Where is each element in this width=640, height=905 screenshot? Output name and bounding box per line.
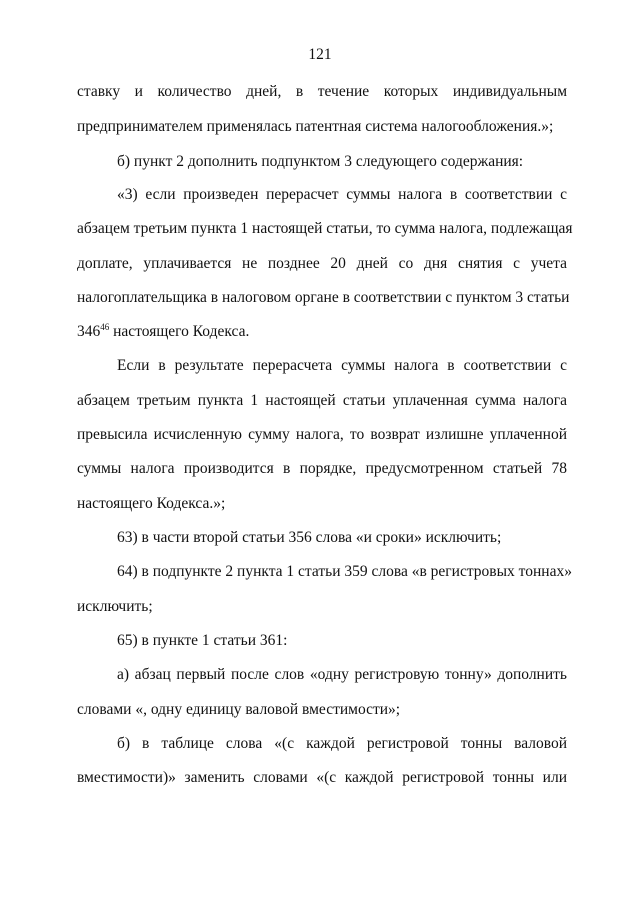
article-number: 346 (77, 323, 101, 340)
text-line: б) пункт 2 дополнить подпунктом 3 следующего содержания: (117, 153, 524, 170)
text-line: настоящего Кодекса.»; (77, 495, 226, 512)
text-line: а) абзац первый после слов «одну регистровую тонну» дополнить (117, 666, 567, 683)
text-line: 64) в подпункте 2 пункта 1 статьи 359 слова «в регистровых тоннах» (117, 563, 572, 580)
article-superscript: 46 (100, 322, 110, 332)
text-line: абзацем третьим пункта 1 настоящей статьи уплаченная сумма налога (77, 392, 567, 409)
text-line: налогоплательщика в налоговом органе в соответствии с пунктом 3 статьи (77, 289, 570, 306)
text-line: 63) в части второй статьи 356 слова «и сроки» исключить; (117, 529, 502, 546)
text-line: предпринимателем применялась патентная система налогообложения.»; (77, 118, 554, 135)
text-line: Если в результате перерасчета суммы налога в соответствии с (117, 357, 567, 374)
text-line: 65) в пункте 1 статьи 361: (117, 632, 288, 649)
text-line: б) в таблице слова «(с каждой регистровой тонны валовой (117, 735, 567, 752)
text-line-with-superscript (77, 322, 567, 342)
text-line: ставку и количество дней, в течение которых индивидуальным (77, 83, 567, 100)
text-line: суммы налога производится в порядке, предусмотренном статьей 78 (77, 460, 567, 477)
text-line: вместимости)» заменить словами «(с каждой регистровой тонны или (77, 769, 567, 786)
text-line: «3) если произведен перерасчет суммы налога в соответствии с (117, 186, 567, 203)
text-line: абзацем третьим пункта 1 настоящей статьи, то сумма налога, подлежащая (77, 220, 573, 237)
text-line: словами «, одну единицу валовой вместимости»; (77, 701, 401, 718)
text-line-rest: настоящего Кодекса. (109, 323, 250, 340)
page-number: 121 (308, 46, 332, 63)
text-line: превысила исчисленную сумму налога, то возврат излишне уплаченной (77, 426, 567, 443)
text-line: доплате, уплачивается не позднее 20 дней со дня снятия с учета (77, 255, 567, 272)
text-line: исключить; (77, 598, 153, 615)
